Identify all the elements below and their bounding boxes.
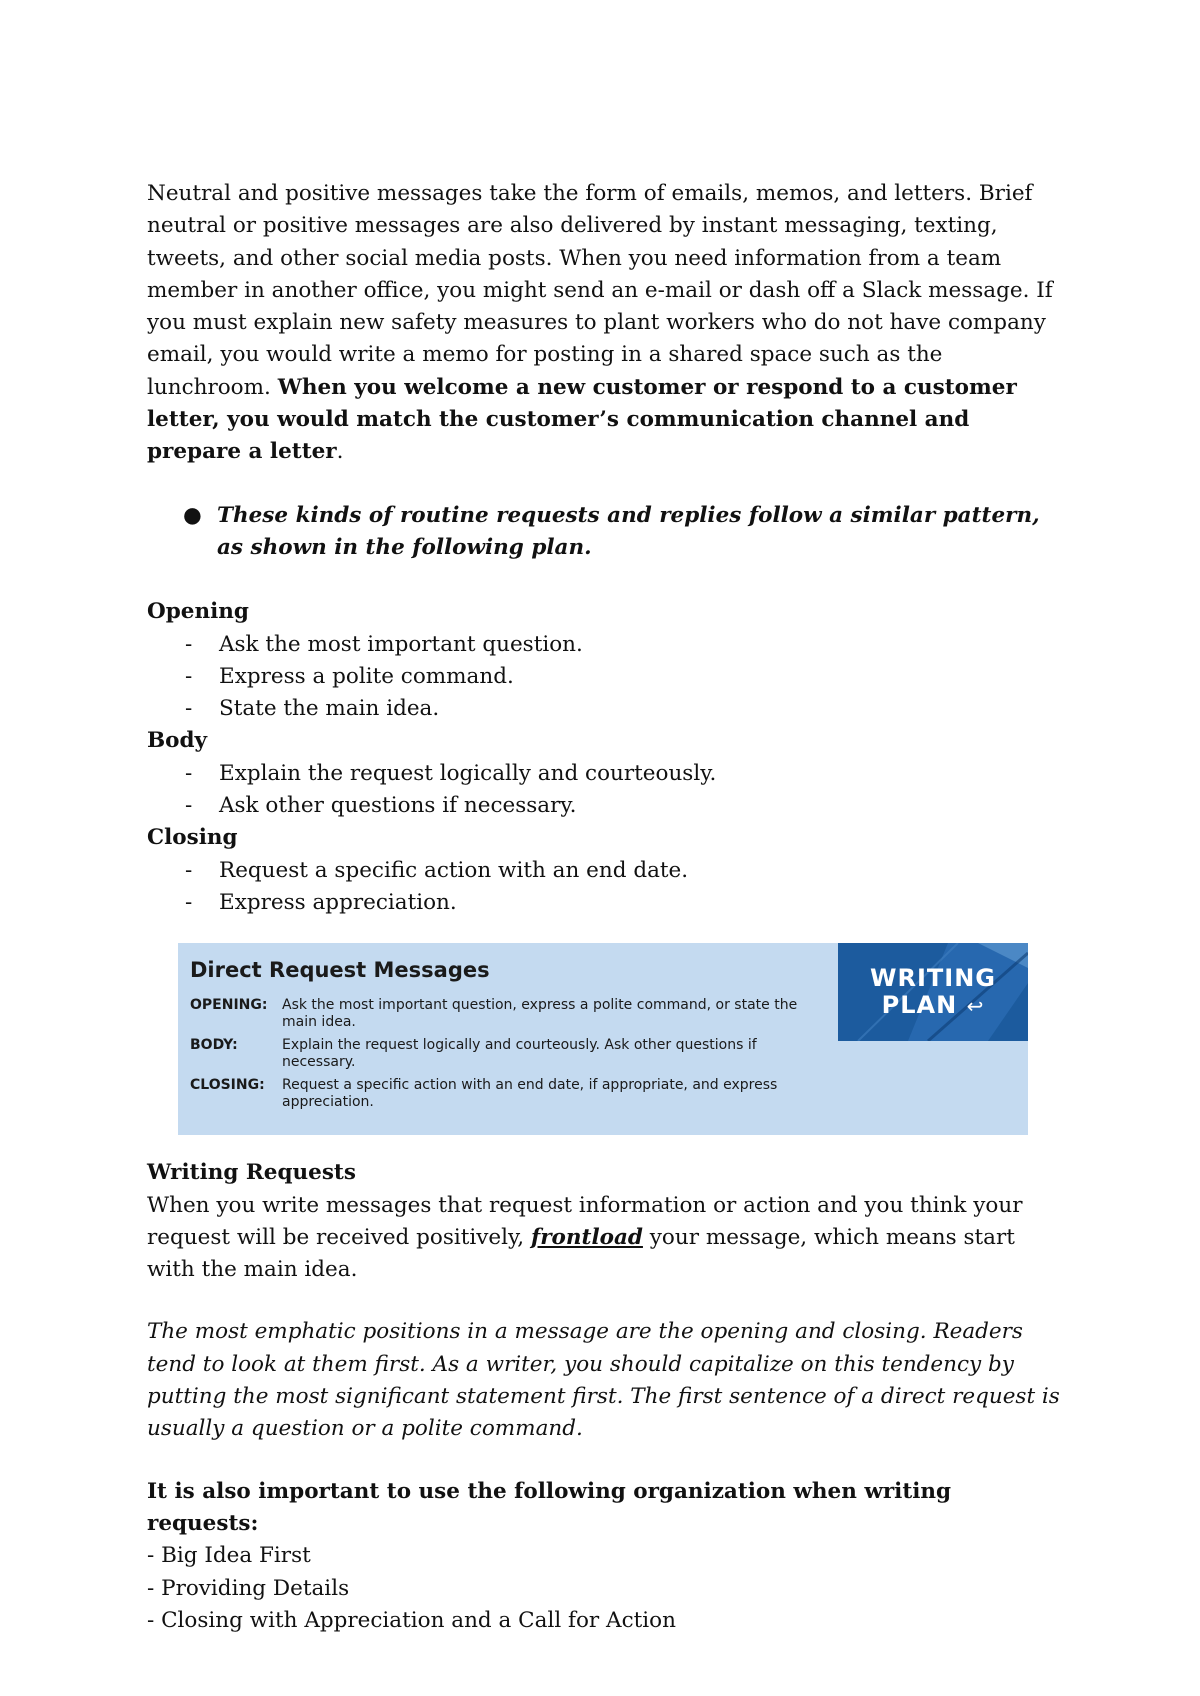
badge-text [838, 965, 1028, 1020]
plan-row-opening [190, 997, 810, 1031]
organization-heading: It is also important to use the following organization when writing requests: [147, 1478, 952, 1536]
list-item [147, 758, 1067, 790]
p1-after-text: your message, which means start with the main idea. [147, 1224, 1015, 1283]
intro-end-text: . [336, 439, 344, 465]
intro-normal-text: Neutral and positive messages take the form of emails, memos, and letters. Brief neutral or positive messages are also delivered by instant messaging, texting, tweets, and other social media posts. When you need information from a team member in another office, you might send an e-mail or dash off a Slack message. If you must explain new safety measures to plant workers who do not have company email, you would write a memo for posting in a shared space such as the lunchroom. [147, 181, 1053, 400]
dash-marker: - [185, 889, 193, 915]
list-item-text: Ask other questions if necessary. [219, 793, 577, 819]
plan-row-label: CLOSING: [190, 1077, 265, 1094]
badge-line-2-text: PLAN [881, 991, 958, 1020]
outline-heading: Opening [147, 599, 249, 625]
dash-marker: - [185, 663, 193, 689]
badge-line-2 [838, 992, 1028, 1020]
plan-row-body [190, 1037, 810, 1071]
writing-plan-badge [838, 943, 1028, 1041]
list-item-text: Express appreciation. [219, 889, 457, 915]
list-item [147, 855, 1067, 887]
document-content [147, 178, 1067, 1637]
list-item [147, 887, 1067, 919]
plan-row-text: Request a specific action with an end date, if appropriate, and express appreciation. [282, 1077, 778, 1111]
dash-marker: - [185, 631, 193, 657]
list-item: - Big Idea First [147, 1543, 311, 1569]
list-item-text: Request a specific action with an end date. [219, 857, 689, 883]
writing-requests-paragraph [147, 1190, 1067, 1287]
return-arrow-icon: ↩ [966, 994, 985, 1019]
outline-section-opening [147, 596, 1067, 725]
outline-section-closing [147, 822, 1067, 919]
writing-plan-figure [178, 943, 1028, 1135]
frontload-term: frontload [530, 1224, 643, 1250]
plan-row-label: OPENING: [190, 997, 268, 1014]
plan-box-title: Direct Request Messages [190, 958, 490, 983]
dash-marker: - [185, 793, 193, 819]
dash-marker: - [185, 696, 193, 722]
list-item-text: Explain the request logically and courteously. [219, 760, 717, 786]
badge-line-1: WRITING [870, 964, 996, 993]
outline-heading: Closing [147, 825, 238, 851]
list-item [147, 693, 1067, 725]
plan-outline [147, 596, 1067, 919]
plan-row-text: Explain the request logically and courteously. Ask other questions if necessary. [282, 1037, 757, 1071]
dash-marker: - [185, 857, 193, 883]
outline-heading: Body [147, 728, 208, 754]
pattern-bullet [147, 500, 1067, 565]
list-item [147, 629, 1067, 661]
list-item [147, 790, 1067, 822]
bullet-text: These kinds of routine requests and replies follow a similar pattern, as shown in the following plan. [217, 502, 1040, 560]
plan-box-rows [190, 997, 810, 1117]
list-item-text: Express a polite command. [219, 663, 514, 689]
plan-row-label: BODY: [190, 1037, 238, 1054]
list-item-text: Ask the most important question. [219, 631, 583, 657]
p1-before-text: When you write messages that request information or action and you think your request will be received positively, [147, 1192, 1023, 1250]
list-item-text: State the main idea. [219, 696, 440, 722]
plan-row-closing [190, 1077, 810, 1111]
list-item: - Closing with Appreciation and a Call for Action [147, 1607, 676, 1633]
writing-requests-heading: Writing Requests [147, 1160, 356, 1186]
plan-row-text: Ask the most important question, express a polite command, or state the main idea. [282, 997, 798, 1031]
intro-paragraph [147, 178, 1067, 469]
bullet-icon: ● [183, 502, 202, 528]
emphatic-positions-paragraph: The most emphatic positions in a message are the opening and closing. Readers tend to look at them first. As a writer, you should capitalize on this tendency by putting the most significant statement first. The first sentence of a direct request is usually a question or a polite command. [147, 1319, 1060, 1442]
outline-section-body [147, 725, 1067, 822]
organization-section [147, 1476, 1067, 1637]
dash-marker: - [185, 760, 193, 786]
list-item: - Providing Details [147, 1575, 350, 1601]
intro-bold-text: When you welcome a new customer or respond to a customer letter, you would match the customer’s communication channel and prepare a letter [147, 374, 1017, 465]
list-item [147, 661, 1067, 693]
